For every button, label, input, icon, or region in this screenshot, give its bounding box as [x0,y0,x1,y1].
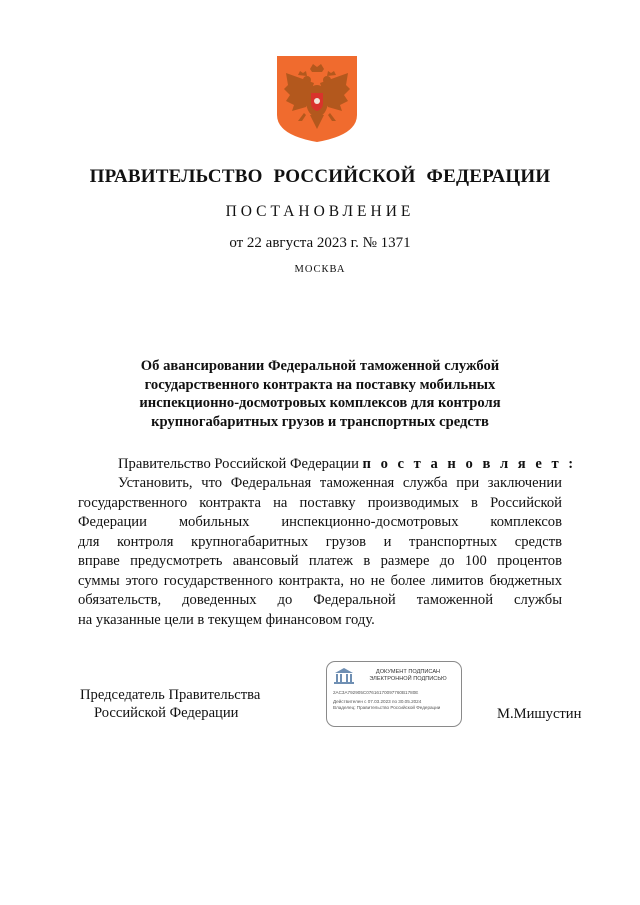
body-line: обязательств, доведенных до Федеральной таможенной службы [78,592,562,608]
document-type: ПОСТАНОВЛЕНИЕ [225,203,415,220]
document-title [80,357,560,431]
certificate-number: 2AC3A792905C07616170097760B1780E [333,690,419,695]
body-line: вправе предусмотреть авансовый платеж в размере до 100 процентов [78,553,562,569]
government-building-icon [333,667,355,685]
body-paragraph [78,474,562,630]
title-line: государственного контракта на поставку мобильных [144,376,496,393]
certificate-details [333,699,457,711]
position-line: Председатель Правительства [80,687,261,703]
body-line: государственного контракта на поставку производимых в Российской [78,494,562,511]
body-line: Федерации мобильных инспекционно-досмотровых комплексов [78,514,562,530]
signatory-position [78,686,278,722]
validity-period: Действителен с 07.03.2023 по 30.05.2024 [333,699,422,704]
stamp-header-line: ДОКУМЕНТ ПОДПИСАН [375,669,441,675]
preamble [118,455,578,473]
stamp-header-line: ЭЛЕКТРОННОЙ ПОДПИСЬЮ [369,676,447,682]
electronic-signature-stamp [326,661,462,727]
body-line: Установить, что Федеральная таможенная служба при заключении [118,475,562,491]
body-line: для контроля крупногабаритных грузов и транспортных средств [78,533,562,550]
title-line: крупногабаритных грузов и транспортных средств [151,413,489,430]
certificate-owner: Владелец: Правительство Российской Федерации [333,705,441,710]
title-line: инспекционно-досмотровых комплексов для контроля [139,395,501,411]
body-line: суммы этого государственного контракта, но не более лимитов бюджетных [78,572,562,589]
title-line: Об авансировании Федеральной таможенной службой [140,358,500,374]
document-city: МОСКВА [294,264,346,275]
position-line: Российской Федерации [94,705,239,721]
decree-word: п о с т а н о в л я е т : [362,456,577,472]
government-title: ПРАВИТЕЛЬСТВО РОССИЙСКОЙ ФЕДЕРАЦИИ [89,166,551,187]
preamble-text: Правительство Российской Федерации [118,456,363,472]
stamp-header [357,669,459,683]
signer-name: М.Мишустин [497,706,582,722]
russian-coat-of-arms-icon [276,55,358,143]
document-date-number: от 22 августа 2023 г. № 1371 [229,235,411,251]
body-line: на указанные цели в текущем финансовом году. [78,611,375,628]
